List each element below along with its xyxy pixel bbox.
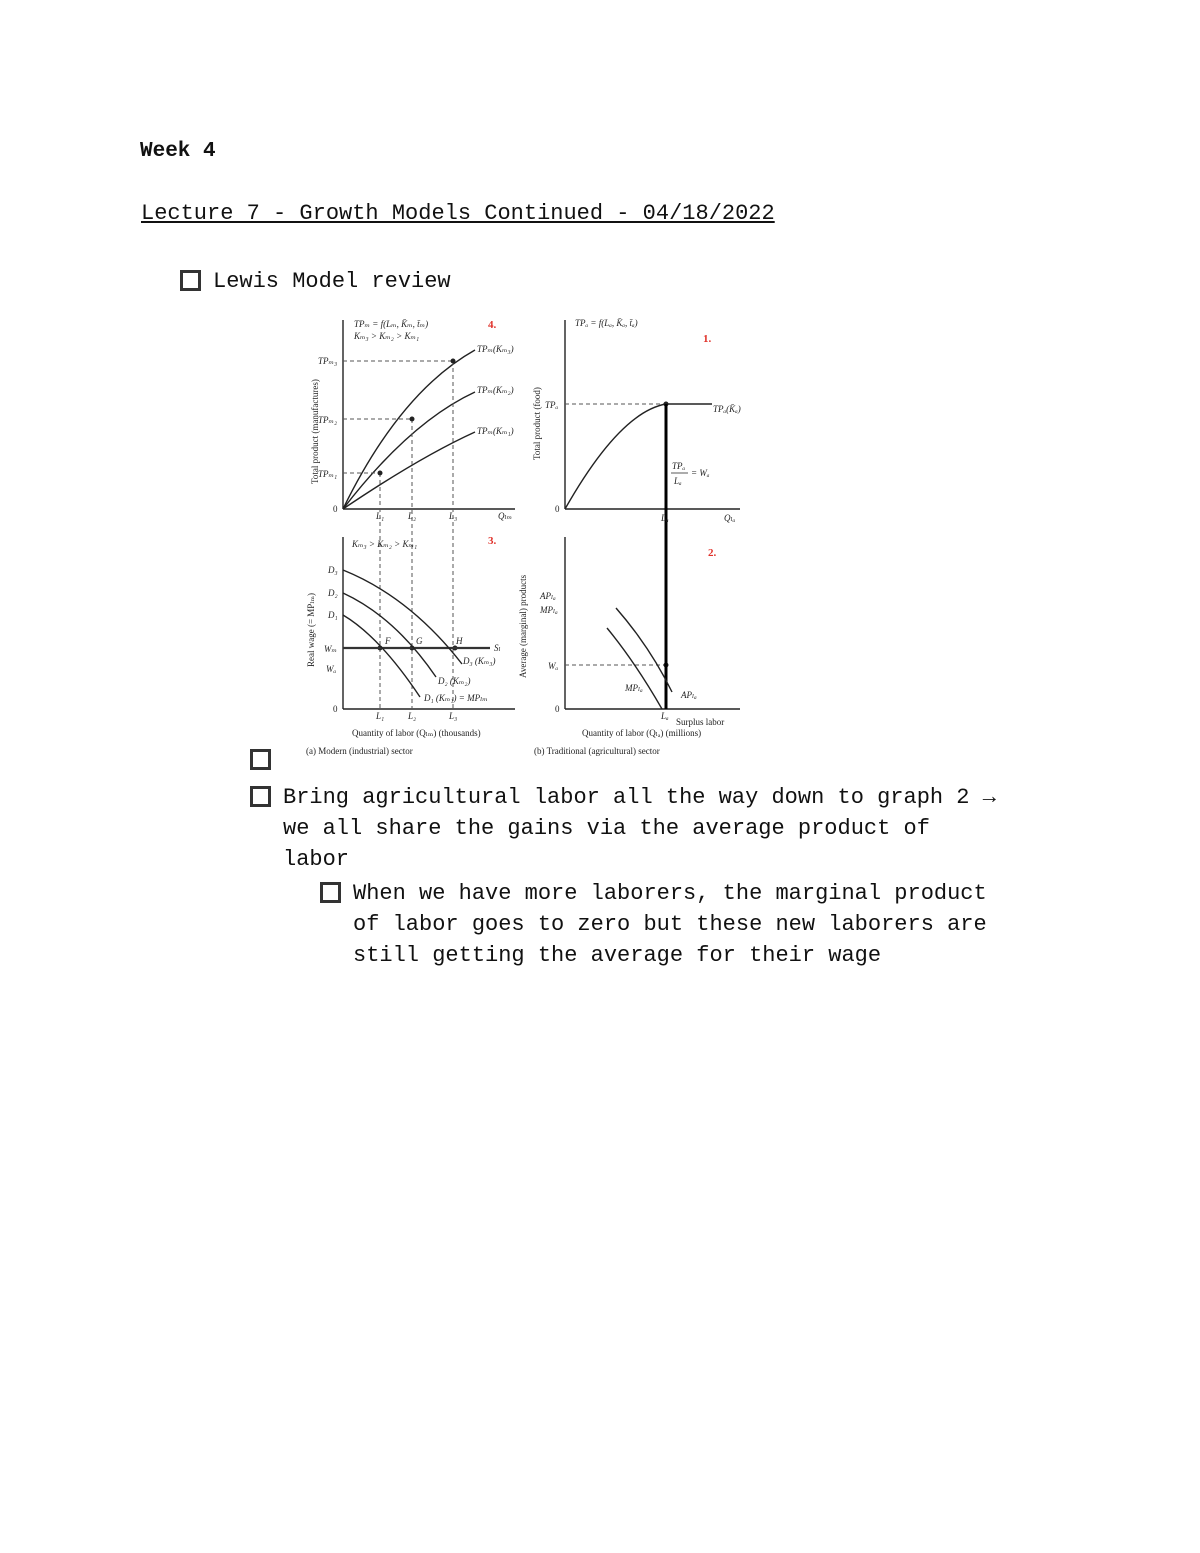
checkbox[interactable]: [250, 786, 271, 807]
svg-text:H: H: [456, 636, 463, 646]
svg-text:Quantity of labor (Qₗₐ) (milli: Quantity of labor (Qₗₐ) (millions): [582, 728, 702, 738]
tp-manufacturing-curves: [343, 350, 475, 509]
svg-text:(a) Modern (industrial) sector: (a) Modern (industrial) sector: [306, 746, 413, 756]
list-item: [320, 878, 987, 971]
week-heading: Week 4: [140, 140, 216, 163]
svg-text:L₃: L₃: [449, 711, 458, 721]
tp-agriculture-curve: [565, 404, 712, 509]
svg-text:0: 0: [333, 504, 338, 514]
svg-text:TPₘ = f(Lₘ, K̄ₘ, t̄ₘ): TPₘ = f(Lₘ, K̄ₘ, t̄ₘ): [354, 319, 429, 329]
svg-text:APₗₐ: APₗₐ: [540, 591, 556, 601]
svg-text:TPₐ = f(Lₐ, K̄ₐ, t̄ₐ): TPₐ = f(Lₐ, K̄ₐ, t̄ₐ): [575, 318, 638, 328]
list-item: [250, 745, 283, 770]
svg-text:D₂ (Kₘ₂): D₂ (Kₘ₂): [438, 676, 471, 686]
checkbox[interactable]: [180, 270, 201, 291]
svg-text:G: G: [416, 636, 423, 646]
svg-text:D₃ (Kₘ₃): D₃ (Kₘ₃): [463, 656, 496, 666]
item-text: Bring agricultural labor all the way down to graph 2 → we all share the gains via the average product of labor: [283, 785, 996, 872]
svg-text:Kₘ₃ > Kₘ₂ > Kₘ₁: Kₘ₃ > Kₘ₂ > Kₘ₁: [352, 539, 418, 549]
svg-text:TPₘ₂: TPₘ₂: [318, 415, 338, 425]
svg-text:Total product (food): Total product (food): [532, 387, 542, 460]
svg-text:0: 0: [333, 704, 338, 714]
list-item: [250, 782, 996, 875]
svg-text:TPₘ₃: TPₘ₃: [318, 356, 338, 366]
svg-text:TPₐ: TPₐ: [545, 400, 559, 410]
checkbox[interactable]: [250, 749, 271, 770]
svg-text:2.: 2.: [708, 547, 717, 559]
item-text: When we have more laborers, the marginal product of labor goes to zero but these new laborers are still getting the average for their wage: [353, 881, 987, 968]
svg-text:(b) Traditional (agricultural): (b) Traditional (agricultural) sector: [534, 746, 660, 756]
svg-text:TPₐ: TPₐ: [672, 461, 686, 471]
svg-text:L₁: L₁: [376, 711, 385, 721]
svg-text:Lₐ: Lₐ: [661, 711, 669, 721]
svg-text:3.: 3.: [488, 535, 497, 547]
svg-text:= Wₐ: = Wₐ: [691, 468, 710, 478]
item-text: Lewis Model review: [213, 269, 451, 294]
lewis-model-figure: [300, 312, 750, 762]
svg-text:0: 0: [555, 704, 560, 714]
svg-text:L₂: L₂: [408, 711, 417, 721]
svg-text:L₂: L₂: [408, 511, 417, 521]
svg-text:D₁ (Kₘ₁) = MPₗₘ: D₁ (Kₘ₁) = MPₗₘ: [424, 693, 488, 703]
svg-text:L₃: L₃: [449, 511, 458, 521]
svg-text:Quantity of labor (Qₗₘ) (thous: Quantity of labor (Qₗₘ) (thousands): [352, 728, 481, 738]
svg-text:TPₘ(Kₘ₁): TPₘ(Kₘ₁): [477, 426, 514, 436]
svg-text:Total product (manufactures): Total product (manufactures): [310, 379, 320, 484]
svg-text:Wₐ: Wₐ: [326, 664, 337, 674]
svg-text:TPₘ(Kₘ₃): TPₘ(Kₘ₃): [477, 344, 514, 354]
svg-text:TPₘ(Kₘ₂): TPₘ(Kₘ₂): [477, 385, 514, 395]
svg-text:Kₘ₃ > Kₘ₂ > Kₘ₁: Kₘ₃ > Kₘ₂ > Kₘ₁: [354, 331, 420, 341]
svg-text:D₁: D₁: [328, 610, 338, 620]
svg-text:Wₘ: Wₘ: [324, 644, 338, 654]
svg-text:F: F: [385, 636, 391, 646]
svg-text:Qₗₘ: Qₗₘ: [498, 511, 513, 521]
svg-text:Lₐ: Lₐ: [661, 513, 669, 523]
svg-text:D₃: D₃: [328, 565, 338, 575]
svg-text:Sₗ: Sₗ: [494, 643, 501, 653]
svg-text:Surplus labor: Surplus labor: [676, 717, 725, 727]
list-item: [180, 266, 451, 297]
svg-text:Qₗₐ: Qₗₐ: [724, 513, 736, 523]
svg-text:MPₗₐ: MPₗₐ: [625, 683, 643, 693]
svg-text:TPₘ₁: TPₘ₁: [318, 469, 338, 479]
svg-text:4.: 4.: [488, 319, 497, 331]
svg-text:Lₐ: Lₐ: [674, 476, 682, 486]
svg-text:Real wage (= MPₗₘ): Real wage (= MPₗₘ): [306, 592, 316, 667]
svg-text:TPₐ(K̄ₐ): TPₐ(K̄ₐ): [713, 404, 741, 414]
svg-text:D₂: D₂: [328, 588, 338, 598]
lecture-title: Lecture 7 - Growth Models Continued - 04/18/2022: [141, 201, 775, 226]
demand-curves: [343, 570, 672, 709]
svg-text:APₗₐ: APₗₐ: [681, 690, 697, 700]
svg-text:L₁: L₁: [376, 511, 385, 521]
svg-text:Wₐ: Wₐ: [548, 661, 559, 671]
svg-text:1.: 1.: [703, 333, 712, 345]
svg-text:0: 0: [555, 504, 560, 514]
svg-text:MPₗₐ: MPₗₐ: [540, 605, 558, 615]
checkbox[interactable]: [320, 882, 341, 903]
svg-text:Average (marginal) products: Average (marginal) products: [518, 574, 528, 678]
